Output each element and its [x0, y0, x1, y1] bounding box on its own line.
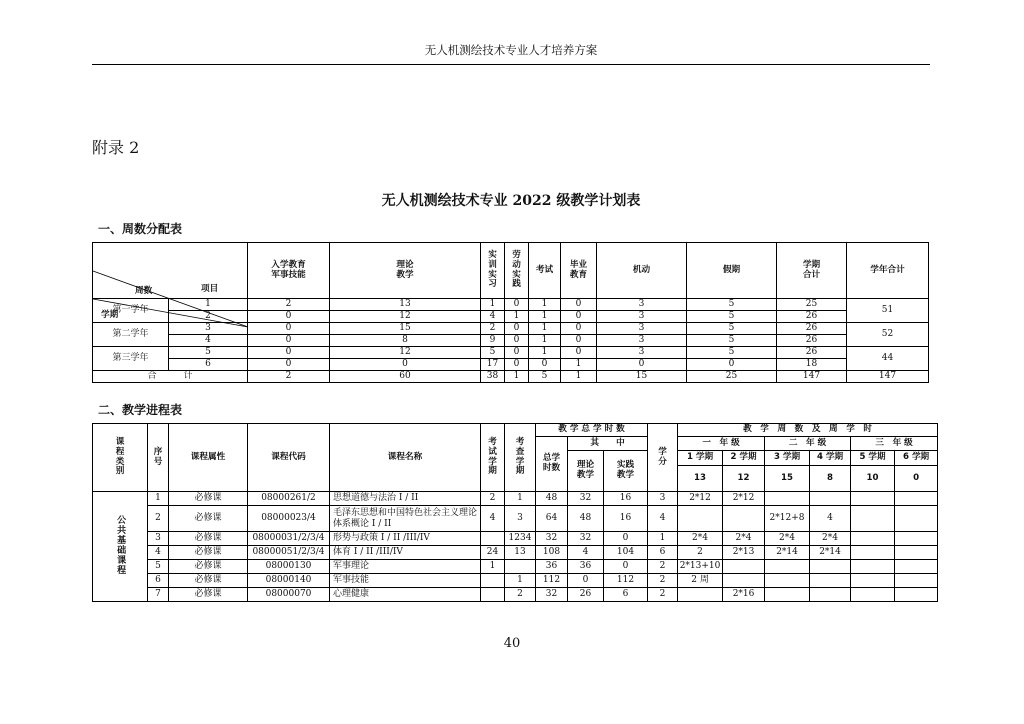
course-code: 08000070 [248, 588, 330, 602]
exam-term: 1 [481, 560, 505, 574]
section-teaching-schedule: 二、教学进程表 [98, 403, 183, 417]
week-cell: 5 [481, 347, 505, 359]
course-name: 军事技能 [330, 574, 481, 588]
academic-year-label: 第三学年 [93, 347, 169, 371]
col-header: 考试 [529, 243, 561, 299]
total-hours: 64 [536, 506, 568, 532]
total-hours: 108 [536, 546, 568, 560]
weekly-hours [765, 492, 810, 506]
course-code: 08000261/2 [248, 492, 330, 506]
weekly-hours [810, 492, 851, 506]
total-hours: 32 [536, 532, 568, 546]
week-cell: 2 [169, 311, 248, 323]
diag-label-term: 学期 [101, 309, 119, 320]
weekly-hours: 2 周 [678, 574, 723, 588]
total-cell: 1 [505, 371, 529, 383]
total-cell: 15 [597, 371, 687, 383]
col-header-no: 序 号 [148, 424, 169, 492]
week-cell: 0 [561, 299, 597, 311]
weekly-hours [851, 560, 895, 574]
theory-hours: 32 [568, 532, 604, 546]
week-cell: 0 [687, 359, 777, 371]
credit: 2 [648, 560, 678, 574]
course-row [93, 546, 938, 560]
exam-term [481, 532, 505, 546]
course-no: 1 [148, 492, 169, 506]
col-header: 理论 教学 [330, 243, 481, 299]
course-code: 08000130 [248, 560, 330, 574]
week-cell: 12 [330, 311, 481, 323]
course-attr: 必修课 [169, 560, 248, 574]
weekly-hours [895, 546, 938, 560]
weekly-hours [765, 574, 810, 588]
week-cell: 0 [597, 359, 687, 371]
total-label: 合 计 [93, 371, 248, 383]
course-code: 08000031/2/3/4 [248, 532, 330, 546]
week-cell: 6 [169, 359, 248, 371]
course-name: 思想道德与法治 I / II [330, 492, 481, 506]
year-header: 二 年 级 [765, 437, 851, 451]
week-cell: 1 [481, 299, 505, 311]
course-name: 军事理论 [330, 560, 481, 574]
course-name: 毛泽东思想和中国特色社会主义理论体系概论 I / II [330, 506, 481, 532]
course-row [93, 574, 938, 588]
course-category-label: 公共基础课程 [115, 514, 126, 575]
week-cell: 1 [505, 311, 529, 323]
col-header-total-hours: 总学 时数 [536, 437, 568, 492]
week-cell: 0 [529, 359, 561, 371]
week-cell: 0 [505, 323, 529, 335]
col-header: 机动 [597, 243, 687, 299]
week-cell: 0 [561, 323, 597, 335]
week-cell: 0 [248, 359, 330, 371]
total-cell: 25 [687, 371, 777, 383]
term-header: 6 学期 [895, 451, 938, 466]
practice-hours: 104 [604, 546, 648, 560]
check-term: 1 [505, 492, 536, 506]
theory-hours: 26 [568, 588, 604, 602]
week-cell: 3 [597, 335, 687, 347]
term-header: 5 学期 [851, 451, 895, 466]
col-header-exam-term: 考 试 学 期 [481, 424, 505, 492]
col-header-practice: 实践 教学 [604, 451, 648, 492]
week-cell: 5 [687, 323, 777, 335]
theory-hours: 36 [568, 560, 604, 574]
total-cell: 38 [481, 371, 505, 383]
weekly-hours [765, 588, 810, 602]
col-header-name: 课程名称 [330, 424, 481, 492]
check-term: 1234 [505, 532, 536, 546]
total-cell: 147 [847, 371, 929, 383]
week-cell: 8 [330, 335, 481, 347]
week-cell: 1 [561, 359, 597, 371]
check-term: 2 [505, 588, 536, 602]
week-cell: 26 [777, 347, 847, 359]
week-cell: 1 [529, 347, 561, 359]
weekly-hours: 2*14 [765, 546, 810, 560]
weekly-hours: 2*14 [810, 546, 851, 560]
weekly-hours: 2*12+8 [765, 506, 810, 532]
total-hours: 48 [536, 492, 568, 506]
academic-year-total: 44 [847, 347, 929, 371]
weekly-hours [851, 588, 895, 602]
credit: 3 [648, 492, 678, 506]
course-attr: 必修课 [169, 492, 248, 506]
week-cell: 3 [597, 347, 687, 359]
week-cell: 0 [561, 311, 597, 323]
check-term: 13 [505, 546, 536, 560]
credit: 4 [648, 506, 678, 532]
week-cell: 5 [687, 335, 777, 347]
total-hours: 36 [536, 560, 568, 574]
academic-year-label: 第二学年 [93, 323, 169, 347]
weekly-hours: 2*4 [678, 532, 723, 546]
term-header: 4 学期 [810, 451, 851, 466]
weekly-hours [895, 588, 938, 602]
theory-hours: 4 [568, 546, 604, 560]
week-cell: 13 [330, 299, 481, 311]
practice-hours: 0 [604, 560, 648, 574]
weekly-hours: 2*12 [723, 492, 765, 506]
week-cell: 0 [505, 359, 529, 371]
course-row [93, 560, 938, 574]
course-code: 08000023/4 [248, 506, 330, 532]
diag-label-weeks: 周数 [135, 285, 153, 296]
col-header: 劳 动 实 践 [505, 243, 529, 299]
week-cell: 26 [777, 311, 847, 323]
section-week-allocation: 一、周数分配表 [98, 222, 183, 236]
col-header-theory: 理论 教学 [568, 451, 604, 492]
week-cell: 5 [687, 347, 777, 359]
term-weeks: 12 [723, 466, 765, 492]
weekly-hours [895, 492, 938, 506]
weekly-hours: 2*4 [810, 532, 851, 546]
col-header-total-hours-group: 教 学 总 学 时 数 [536, 424, 648, 437]
practice-hours: 16 [604, 506, 648, 532]
weekly-hours [765, 560, 810, 574]
week-cell: 1 [529, 311, 561, 323]
col-header: 毕业 教育 [561, 243, 597, 299]
check-term: 3 [505, 506, 536, 532]
week-cell: 0 [561, 335, 597, 347]
weekly-hours [810, 560, 851, 574]
week-cell: 0 [505, 347, 529, 359]
col-header-category: 课 程 类 别 [93, 424, 148, 492]
week-row [93, 335, 929, 347]
theory-hours: 48 [568, 506, 604, 532]
week-row [93, 347, 929, 359]
course-attr: 必修课 [169, 532, 248, 546]
week-cell: 0 [505, 299, 529, 311]
year-header: 三 年 级 [851, 437, 938, 451]
col-header-code: 课程代码 [248, 424, 330, 492]
academic-year-label: 第一学年 [93, 299, 169, 323]
weekly-hours [851, 532, 895, 546]
col-header-credit: 学 分 [648, 424, 678, 492]
total-cell: 1 [561, 371, 597, 383]
week-cell: 5 [687, 299, 777, 311]
course-row [93, 492, 938, 506]
week-cell: 3 [597, 299, 687, 311]
total-cell: 147 [777, 371, 847, 383]
weekly-hours: 2 [678, 546, 723, 560]
col-header: 假期 [687, 243, 777, 299]
week-cell: 0 [248, 335, 330, 347]
week-cell: 5 [687, 311, 777, 323]
total-hours: 32 [536, 588, 568, 602]
col-header: 学期 合计 [777, 243, 847, 299]
week-cell: 15 [330, 323, 481, 335]
col-header-weekly: 教 学 周 数 及 周 学 时 [678, 424, 938, 437]
week-row [93, 359, 929, 371]
week-cell: 1 [529, 323, 561, 335]
term-weeks: 13 [678, 466, 723, 492]
week-allocation-table [92, 242, 929, 383]
term-header: 1 学期 [678, 451, 723, 466]
term-header: 2 学期 [723, 451, 765, 466]
weekly-hours [851, 506, 895, 532]
term-header: 3 学期 [765, 451, 810, 466]
course-no: 4 [148, 546, 169, 560]
exam-term: 2 [481, 492, 505, 506]
weekly-hours [895, 506, 938, 532]
theory-hours: 0 [568, 574, 604, 588]
weekly-hours: 2*4 [723, 532, 765, 546]
weekly-hours: 4 [810, 506, 851, 532]
document-title: 无人机测绘技术专业 2022 级教学计划表 [381, 193, 641, 209]
weekly-hours [851, 492, 895, 506]
week-cell: 0 [505, 335, 529, 347]
col-header-check-term: 考 查 学 期 [505, 424, 536, 492]
teaching-schedule-table [92, 423, 938, 602]
weekly-hours [723, 574, 765, 588]
week-cell: 18 [777, 359, 847, 371]
exam-term [481, 574, 505, 588]
weekly-hours: 2*13+10 [678, 560, 723, 574]
weekly-hours [851, 574, 895, 588]
course-row [93, 532, 938, 546]
check-term: 1 [505, 574, 536, 588]
week-cell: 1 [529, 299, 561, 311]
exam-term: 4 [481, 506, 505, 532]
credit: 2 [648, 574, 678, 588]
weekly-hours: 2*4 [765, 532, 810, 546]
week-cell: 0 [248, 323, 330, 335]
appendix-label: 附录 2 [92, 138, 140, 157]
weekly-hours [723, 506, 765, 532]
credit: 6 [648, 546, 678, 560]
exam-term [481, 588, 505, 602]
course-attr: 必修课 [169, 588, 248, 602]
total-cell: 2 [248, 371, 330, 383]
weekly-hours [678, 506, 723, 532]
total-cell: 60 [330, 371, 481, 383]
course-no: 2 [148, 506, 169, 532]
total-hours: 112 [536, 574, 568, 588]
week-cell: 4 [481, 311, 505, 323]
exam-term: 24 [481, 546, 505, 560]
col-header: 入学教育 军事技能 [248, 243, 330, 299]
course-code: 08000140 [248, 574, 330, 588]
weekly-hours [895, 560, 938, 574]
check-term [505, 560, 536, 574]
course-row [93, 506, 938, 532]
week-cell: 17 [481, 359, 505, 371]
col-header-of-which: 其 中 [568, 437, 648, 451]
weekly-hours [851, 546, 895, 560]
course-no: 5 [148, 560, 169, 574]
term-weeks: 15 [765, 466, 810, 492]
week-cell: 0 [330, 359, 481, 371]
week-cell: 4 [169, 335, 248, 347]
week-cell: 0 [248, 347, 330, 359]
total-cell: 5 [529, 371, 561, 383]
week-cell: 5 [169, 347, 248, 359]
diag-label-items: 项目 [201, 283, 219, 294]
weekly-hours [678, 588, 723, 602]
weekly-hours: 2*16 [723, 588, 765, 602]
credit: 1 [648, 532, 678, 546]
week-cell: 25 [777, 299, 847, 311]
academic-year-total: 51 [847, 299, 929, 323]
course-attr: 必修课 [169, 546, 248, 560]
course-row [93, 588, 938, 602]
col-header-attr: 课程属性 [169, 424, 248, 492]
course-name: 心理健康 [330, 588, 481, 602]
page-number: 40 [503, 636, 521, 651]
course-no: 6 [148, 574, 169, 588]
week-cell: 1 [529, 335, 561, 347]
week-cell: 3 [597, 323, 687, 335]
practice-hours: 0 [604, 532, 648, 546]
week-cell: 0 [248, 311, 330, 323]
week-cell: 9 [481, 335, 505, 347]
course-attr: 必修课 [169, 574, 248, 588]
academic-year-total: 52 [847, 323, 929, 347]
credit: 2 [648, 588, 678, 602]
theory-hours: 32 [568, 492, 604, 506]
course-no: 7 [148, 588, 169, 602]
practice-hours: 112 [604, 574, 648, 588]
weekly-hours: 2*12 [678, 492, 723, 506]
page-header: 无人机测绘技术专业人才培养方案 [92, 42, 930, 65]
week-cell: 0 [561, 347, 597, 359]
year-header: 一 年 级 [678, 437, 765, 451]
week-cell: 1 [169, 299, 248, 311]
term-weeks: 8 [810, 466, 851, 492]
week-cell: 26 [777, 323, 847, 335]
week-cell: 2 [481, 323, 505, 335]
course-code: 08000051/2/3/4 [248, 546, 330, 560]
term-weeks: 10 [851, 466, 895, 492]
course-name: 体育 I / II /III/IV [330, 546, 481, 560]
practice-hours: 16 [604, 492, 648, 506]
course-no: 3 [148, 532, 169, 546]
weekly-hours [810, 588, 851, 602]
week-cell: 2 [248, 299, 330, 311]
course-attr: 必修课 [169, 506, 248, 532]
weekly-hours [895, 532, 938, 546]
term-weeks: 0 [895, 466, 938, 492]
col-header: 实 训 实 习 [481, 243, 505, 299]
weekly-hours [810, 574, 851, 588]
week-cell: 12 [330, 347, 481, 359]
col-header: 学年合计 [847, 243, 929, 299]
weekly-hours [723, 560, 765, 574]
week-cell: 26 [777, 335, 847, 347]
course-name: 形势与政策 I / II /III/IV [330, 532, 481, 546]
week-cell: 3 [597, 311, 687, 323]
weekly-hours [895, 574, 938, 588]
practice-hours: 6 [604, 588, 648, 602]
course-category [93, 492, 148, 602]
weekly-hours: 2*13 [723, 546, 765, 560]
week-cell: 3 [169, 323, 248, 335]
